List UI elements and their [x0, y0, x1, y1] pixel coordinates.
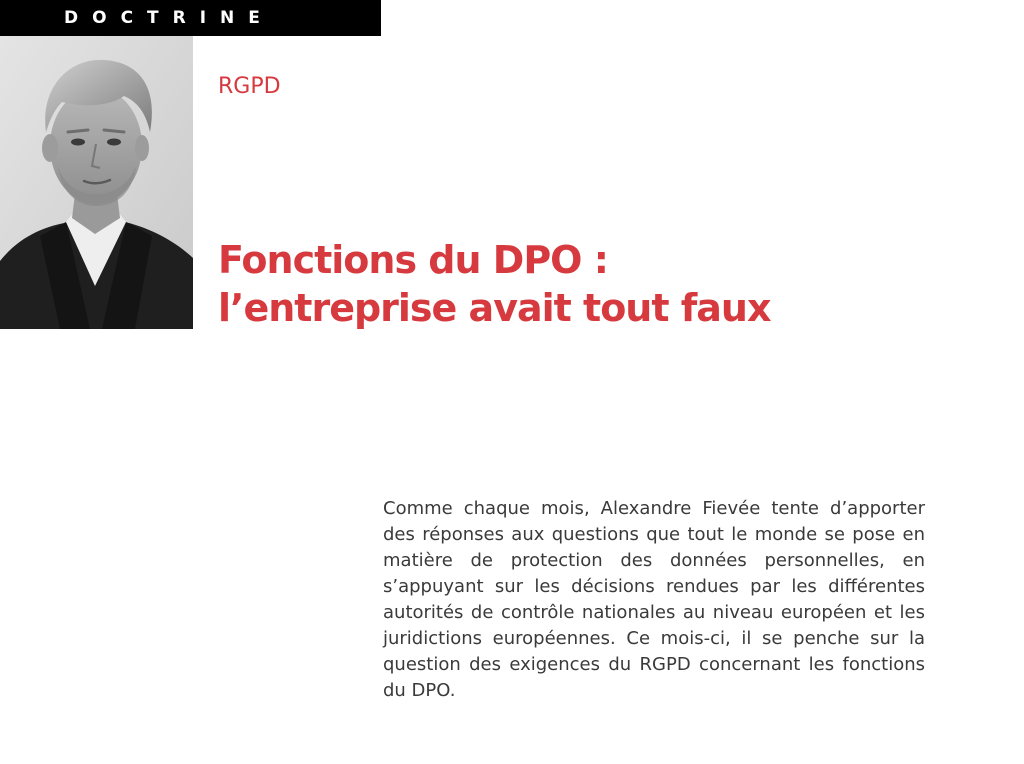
author-portrait-icon	[0, 36, 193, 329]
author-portrait	[0, 36, 193, 329]
article-category: RGPD	[218, 74, 281, 99]
article-title	[218, 236, 770, 332]
article-intro: Comme chaque mois, Alexandre Fievée tente d’apporter des réponses aux questions que tout le monde se pose en matière de protection des données personnelles, en s’appuyant sur les décisions rendues par les différentes autorités de contrôle nationales au niveau européen et les juridictions européennes. Ce mois-ci, il se penche sur la question des exigences du RGPD concernant les fonctions du DPO.	[383, 498, 925, 701]
article-title-line-1: Fonctions du DPO :	[218, 238, 608, 282]
article-title-line-2: l’entreprise avait tout faux	[218, 286, 771, 330]
section-banner: DOCTRINE	[0, 0, 381, 36]
